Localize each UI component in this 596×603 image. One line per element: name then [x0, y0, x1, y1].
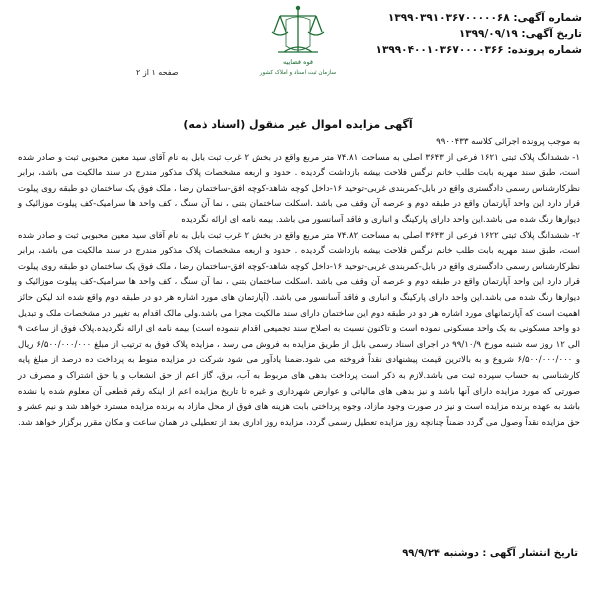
- page-indicator: صفحه ۱ از ۲: [136, 68, 179, 77]
- registration-organization-emblem: [258, 2, 338, 80]
- ad-number: شماره آگهی: ۱۳۹۹۰۳۹۱۰۳۶۷۰۰۰۰۰۶۸: [387, 12, 582, 24]
- publish-date: تاریخ انتشار آگهی : دوشنبه ۹۹/۹/۲۴: [402, 548, 578, 559]
- file-number: شماره پرونده: ۱۳۹۹۰۴۰۰۱۰۳۶۷۰۰۰۰۳۶۶: [375, 44, 582, 56]
- document-body: [18, 135, 580, 431]
- emblem-label-organization: سازمان ثبت اسناد و املاک کشور: [259, 70, 337, 76]
- document-title: آگهی مزایده اموال غیر منقول (اسناد ذمه): [183, 118, 413, 131]
- property-item-2: ۲- ششدانگ پلاک ثبتی ۱۶۲۲ فرعی از ۳۶۴۳ اصلی به مساحت ۷۴.۸۲ متر مربع واقع در بخش ۲ غرب ثبت بابل به نام آقای سید معین محبوبی ثبت و صادر شده است، طبق سند مهریه بابت طلب خانم نرگس فلاحت بیشه بازداشت گردیده . حدود و اربعه مشخصات پلاک مذکور مندرج در سند مالکیت می باشد، برابر نظرکارشناس رسمی دادگستری واقع در بابل-کمربندی غربی-توحید ۱۶-داخل کوچه شاهد-کوچه افق-ساختمان رضا ، ملک فوق یک ساختمان دو طبقه روی پیلوت قرار دارد این واحد آپارتمان واقع در طبقه دوم و عرصه آن وقف می باشد .اسکلت ساختمان بتنی ، نما آن سنگ ، کف واحد ها سرامیک-کف پیلوت موزائیک و دیوارها رنگ شده می باشد.این واحد دارای پارکینگ و انباری و فاقد آسانسور می باشد. (آپارتمان های مورد اشاره هر دو در طبقه دوم واقع شده اند لیکن حائز اهمیت است که آپارتمانهای مورد اشاره هر دو در طبقه دوم این ساختمان دارای سند مالکیت مجزا می باشد.ولی مالک اقدام به تغییر در مشخصات ملک و تبدیل دو واحد مسکونی به یک واحد مسکونی نموده است و تاکنون نسبت به اصلاح سند تجمیعی اقدام ننموده است) بیمه نامه ای ارائه نگردیده.پلاک فوق از ساعت ۹ الی ۱۲ روز سه شنبه مورخ ۹۹/۱۰/۹ در اجرای اسناد رسمی بابل از طریق مزایده به فروش می رسد ، مزایده پلاک فوق به ترتیب از مبلغ ۶/۵۰۰/۰۰۰/۰۰۰ ریال و ۶/۵۰۰/۰۰۰/۰۰۰ شروع و به بالاترین قیمت پیشنهادی نقداً فروخته می شود.ضمنا یادآور می شود شرکت در مزایده منوط به پرداخت ده درصد از مبلغ پایه کارشناسی به حساب سپرده ثبت می باشد.لازم به ذکر است پرداخت بدهی های مربوط به آب، برق، گاز اعم از حق انشعاب و یا حق اشتراک و مصرف در صورتی که مورد مزایده دارای آنها باشد و نیز بدهی های مالیاتی و عوارض شهرداری و غیره تا تاریخ مزایده اعم از اینکه رقم قطعی آن معلوم شده یا نشده باشد به عهده برنده مزایده است و نیز در صورت وجود مازاد، وجوه پرداختی بابت هزینه های فوق از محل مازاد به برنده مزایده مسترد خواهد شد و نیم عشر و حق مزایده نقداً وصول می گردد ضمناً چنانچه روز مزایده تعطیل رسمی گردد، مزایده روز اداری بعد از تعطیلی در همان ساعت و مکان مقرر برگزار خواهد شد.: [18, 230, 581, 428]
- document-metadata: [342, 10, 582, 58]
- case-reference: به موجب پرونده اجرائی کلاسه ۹۹۰۰۴۳۳: [436, 137, 580, 147]
- ad-date: تاریخ آگهی: ۱۳۹۹/۰۹/۱۹: [458, 28, 582, 40]
- emblem-label-judiciary: قوه قضاییه: [283, 58, 313, 66]
- property-item-1: ۱- ششدانگ پلاک ثبتی ۱۶۲۱ فرعی از ۳۶۴۳ اصلی به مساحت ۷۴.۸۱ متر مربع واقع در بخش ۲ غرب ثبت بابل به نام آقای سید معین محبوبی ثبت و صادر شده است، طبق سند مهریه بابت طلب خانم نرگس فلاحت بیشه بازداشت گردیده . حدود و اربعه مشخصات پلاک مذکور مندرج در سند مالکیت می باشد، برابر نظرکارشناس رسمی دادگستری واقع در بابل-کمربندی غربی-توحید ۱۶-داخل کوچه شاهد-کوچه افق-ساختمان رضا ، ملک فوق یک ساختمان دو طبقه روی پیلوت قرار دارد این واحد آپارتمان واقع در طبقه دوم و عرصه آن وقف می باشد .اسکلت ساختمان بتنی ، نما آن سنگ ، کف واحد ها سرامیک-کف پیلوت موزائیک و دیوارها رنگ شده می باشد.این واحد دارای پارکینگ و انباری و فاقد آسانسور می باشد. بیمه نامه ای ارائه نگردیده: [18, 152, 580, 225]
- scales-of-justice-icon: [272, 6, 324, 52]
